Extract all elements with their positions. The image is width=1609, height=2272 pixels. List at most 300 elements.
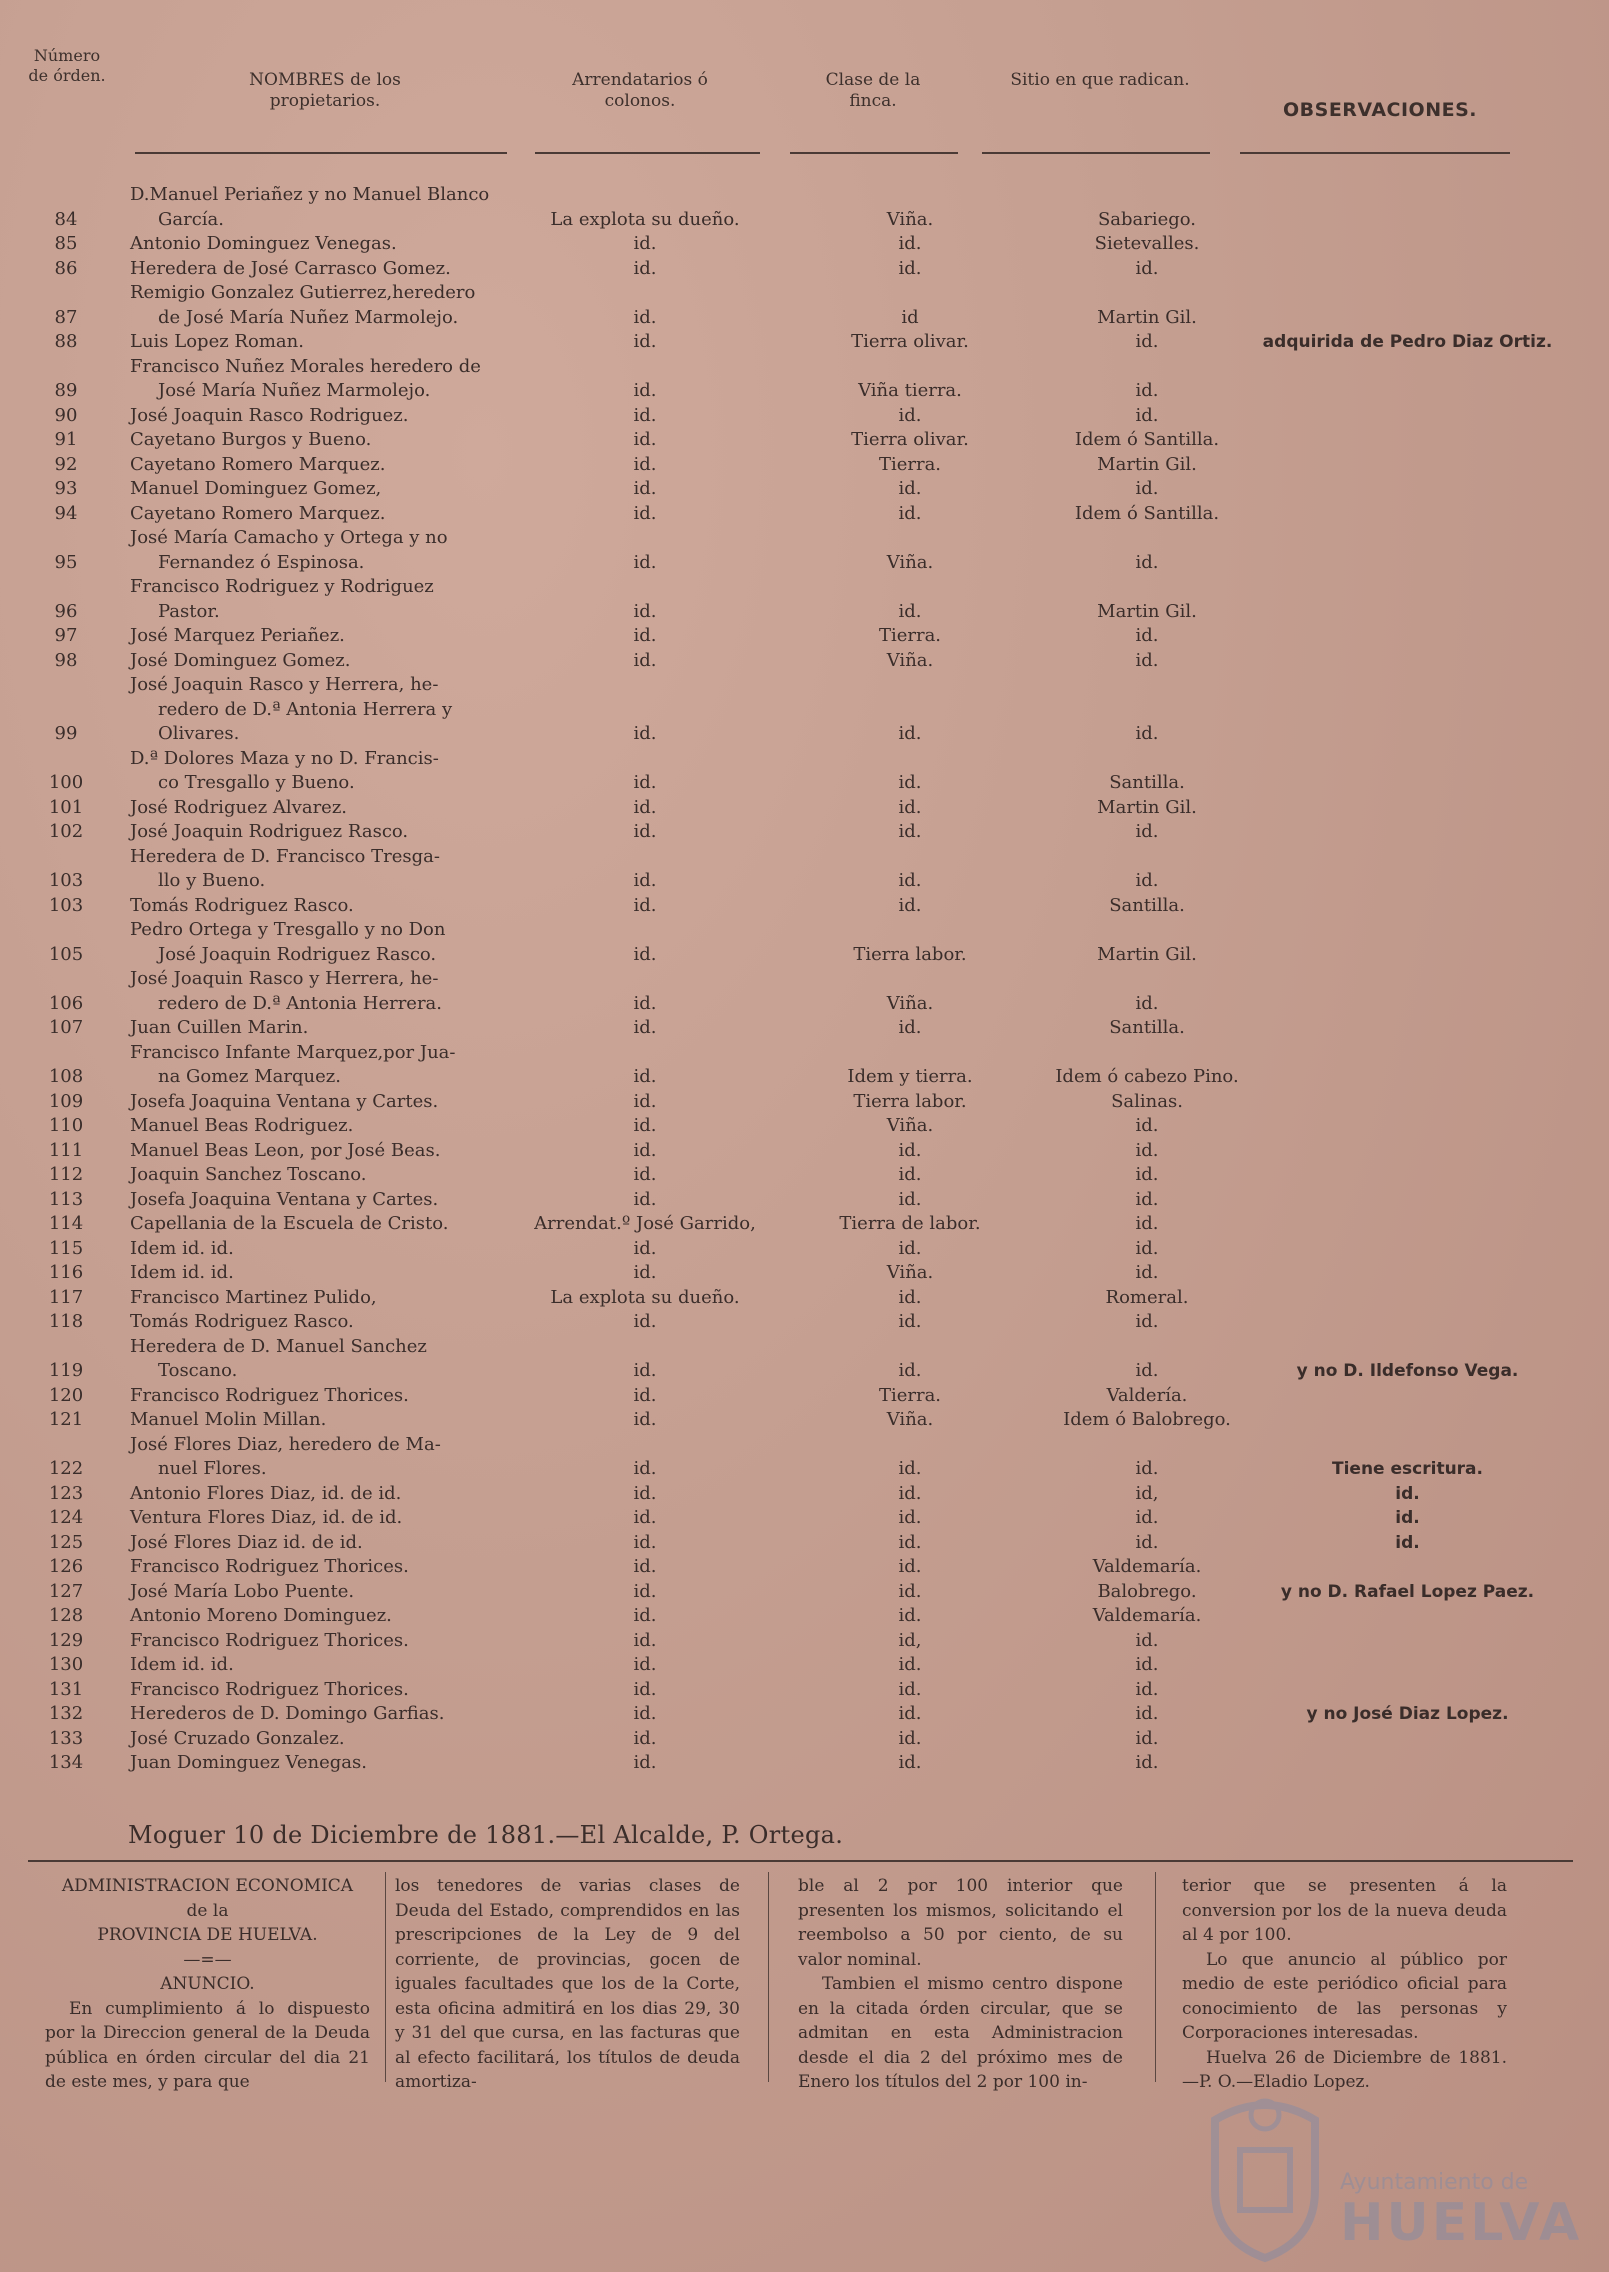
owner-name-line: José Joaquin Rodriguez Rasco. bbox=[130, 821, 409, 842]
property-class: id. bbox=[898, 772, 922, 793]
table-row bbox=[20, 1114, 1590, 1139]
table-row bbox=[20, 1506, 1590, 1531]
property-class: Viña. bbox=[886, 1115, 934, 1136]
tenant: id. bbox=[633, 1360, 657, 1381]
owner-name bbox=[130, 1653, 550, 1678]
tenant: id. bbox=[633, 870, 657, 891]
row-number: 109 bbox=[48, 1090, 84, 1112]
owner-name-line: Cayetano Romero Marquez. bbox=[130, 502, 386, 524]
owner-name-line: Joaquin Sanchez Toscano. bbox=[130, 1164, 367, 1185]
table-row bbox=[20, 575, 1590, 624]
tenant: id. bbox=[633, 723, 657, 744]
row-number: 91 bbox=[54, 429, 78, 450]
owner-name-line: Heredera de D. Francisco Tresga- bbox=[130, 845, 440, 867]
property-class: id. bbox=[898, 1580, 922, 1602]
property-site: id. bbox=[1135, 992, 1159, 1014]
owner-name bbox=[130, 404, 550, 429]
tenant: id. bbox=[633, 1237, 657, 1259]
owner-name-line: Ventura Flores Diaz, id. de id. bbox=[130, 1507, 403, 1528]
owner-name bbox=[130, 1506, 550, 1531]
notice-title-2: de la bbox=[186, 1900, 229, 1921]
owner-name-line: redero de D.ª Antonia Herrera. bbox=[158, 992, 443, 1014]
property-class: id. bbox=[898, 1531, 922, 1553]
table-row bbox=[20, 673, 1590, 747]
notice-text-3a: ble al 2 por 100 interior que presenten los mismos, solicitando el reembolso a 50 por ciento, de su valor nominal. bbox=[798, 1876, 1123, 1970]
owner-name-line: Manuel Molin Millan. bbox=[130, 1409, 327, 1430]
owner-name-line: José Flores Diaz, heredero de Ma- bbox=[130, 1433, 441, 1455]
table-row bbox=[20, 747, 1590, 796]
row-number: 103 bbox=[48, 870, 84, 891]
owner-name bbox=[130, 1702, 550, 1727]
owner-name bbox=[130, 502, 550, 527]
table-row bbox=[20, 1212, 1590, 1237]
owner-name-line: José Joaquin Rasco y Herrera, he- bbox=[130, 968, 439, 989]
property-site: id. bbox=[1135, 1115, 1159, 1136]
property-class: Viña. bbox=[886, 992, 934, 1014]
owner-name bbox=[130, 1384, 550, 1409]
table-row bbox=[20, 1139, 1590, 1164]
owner-name-line: Heredera de D. Manuel Sanchez bbox=[130, 1335, 427, 1357]
property-class: Idem y tierra. bbox=[847, 1066, 973, 1087]
owner-name bbox=[130, 1016, 550, 1041]
property-site: id. bbox=[1135, 551, 1159, 573]
tenant: id. bbox=[633, 1066, 657, 1087]
owner-name bbox=[130, 1114, 550, 1139]
tenant: id. bbox=[633, 453, 657, 475]
property-class: id. bbox=[898, 894, 922, 916]
row-number: 119 bbox=[48, 1360, 84, 1381]
header-arrendatarios-text: Arrendatarios ó colonos. bbox=[572, 70, 708, 111]
row-number: 87 bbox=[54, 306, 78, 328]
owner-name bbox=[130, 1261, 550, 1286]
notice-column-4 bbox=[1182, 1874, 1507, 2095]
property-site: id. bbox=[1135, 1507, 1159, 1528]
table-row bbox=[20, 1653, 1590, 1678]
table-row bbox=[20, 1335, 1590, 1384]
tenant: id. bbox=[633, 649, 657, 671]
tenant: id. bbox=[633, 1164, 657, 1185]
owner-name bbox=[130, 918, 550, 967]
owner-name-line: Francisco Nuñez Morales heredero de bbox=[130, 355, 481, 377]
header-observaciones-text: OBSERVACIONES. bbox=[1283, 99, 1477, 121]
observation: y no José Diaz Lopez. bbox=[1306, 1704, 1509, 1724]
notice-column-1 bbox=[45, 1874, 370, 2095]
owner-name bbox=[130, 1678, 550, 1703]
property-class: Tierra. bbox=[878, 625, 942, 646]
owner-name bbox=[130, 1482, 550, 1507]
owner-name bbox=[130, 1751, 550, 1776]
property-class: id. bbox=[898, 1678, 922, 1700]
owner-name-line: Cayetano Burgos y Bueno. bbox=[130, 429, 372, 450]
row-number: 117 bbox=[48, 1286, 84, 1308]
tenant: id. bbox=[633, 1409, 657, 1430]
header-rule-nombres bbox=[135, 152, 507, 154]
owner-name bbox=[130, 1433, 550, 1482]
property-site: id. bbox=[1135, 1360, 1159, 1381]
header-arrendatarios bbox=[560, 70, 720, 112]
owner-name bbox=[130, 1237, 550, 1262]
owner-name bbox=[130, 355, 550, 404]
property-class: Tierra. bbox=[878, 1384, 942, 1406]
property-site: id. bbox=[1135, 1311, 1159, 1332]
tenant: Arrendat.º José Garrido, bbox=[534, 1213, 756, 1234]
owner-name-line: Pastor. bbox=[158, 600, 220, 622]
owner-name bbox=[130, 673, 550, 747]
row-number: 122 bbox=[48, 1458, 84, 1479]
property-class: Viña tierra. bbox=[858, 380, 962, 401]
notice-title-1: ADMINISTRACION ECONOMICA bbox=[61, 1876, 354, 1896]
owner-name-line: José Marquez Periañez. bbox=[130, 625, 345, 646]
owner-name-line: García. bbox=[158, 208, 225, 230]
property-site: id. bbox=[1135, 1458, 1159, 1479]
row-number: 102 bbox=[48, 821, 84, 842]
property-site: Martin Gil. bbox=[1097, 306, 1197, 328]
owner-name bbox=[130, 1139, 550, 1164]
table-row bbox=[20, 1751, 1590, 1776]
table-row bbox=[20, 1580, 1590, 1605]
property-site: id. bbox=[1135, 723, 1159, 744]
tenant: La explota su dueño. bbox=[550, 1286, 740, 1308]
owner-name-line: nuel Flores. bbox=[158, 1458, 267, 1479]
property-table bbox=[20, 183, 1590, 1776]
property-site: id. bbox=[1135, 649, 1159, 671]
table-row bbox=[20, 1408, 1590, 1433]
row-number: 134 bbox=[48, 1752, 84, 1773]
property-site: id. bbox=[1135, 404, 1159, 426]
table-row bbox=[20, 649, 1590, 674]
tenant: id. bbox=[633, 257, 657, 279]
row-number: 123 bbox=[48, 1482, 84, 1504]
observation: y no D. Ildefonso Vega. bbox=[1296, 1361, 1519, 1381]
property-site: Martin Gil. bbox=[1097, 796, 1197, 818]
owner-name-line: na Gomez Marquez. bbox=[158, 1066, 341, 1087]
owner-name bbox=[130, 477, 550, 502]
property-class: id. bbox=[898, 1164, 922, 1185]
coat-of-arms-icon bbox=[1190, 2080, 1340, 2265]
tenant: id. bbox=[633, 502, 657, 524]
table-row bbox=[20, 257, 1590, 282]
tenant: id. bbox=[633, 233, 657, 254]
owner-name-line: D.Manuel Periañez y no Manuel Blanco bbox=[130, 184, 490, 205]
tenant: id. bbox=[633, 943, 657, 965]
notice-column-rule-1 bbox=[385, 1872, 386, 2082]
table-row bbox=[20, 796, 1590, 821]
row-number: 86 bbox=[54, 257, 78, 279]
owner-name-line: José Joaquin Rodriguez Rasco. bbox=[158, 943, 437, 965]
tenant: id. bbox=[633, 1384, 657, 1406]
tenant: id. bbox=[633, 1703, 657, 1724]
owner-name-line: Juan Dominguez Venegas. bbox=[130, 1752, 367, 1773]
notice-text-3b: Tambien el mismo centro dispone en la citada órden circular, que se admitan en esta Administracion desde el dia 2 del próximo mes de Enero los títulos del 2 por 100 in- bbox=[798, 1974, 1123, 2092]
property-site: Valdería. bbox=[1106, 1384, 1188, 1406]
property-site: Martin Gil. bbox=[1097, 453, 1197, 475]
row-number: 127 bbox=[48, 1580, 84, 1602]
property-site: id. bbox=[1135, 870, 1159, 891]
property-class: id. bbox=[898, 1482, 922, 1504]
notice-column-3 bbox=[798, 1874, 1123, 2095]
header-nombres bbox=[215, 70, 435, 112]
table-row bbox=[20, 1727, 1590, 1752]
table-row bbox=[20, 330, 1590, 355]
owner-name bbox=[130, 1727, 550, 1752]
owner-name bbox=[130, 1188, 550, 1213]
property-class: id. bbox=[898, 1458, 922, 1479]
notice-heading: ANUNCIO. bbox=[160, 1974, 255, 1994]
row-number: 93 bbox=[54, 478, 78, 499]
owner-name-line: Capellania de la Escuela de Cristo. bbox=[130, 1213, 449, 1234]
property-site: Idem ó Santilla. bbox=[1074, 429, 1220, 450]
header-rule-sitio bbox=[982, 152, 1210, 154]
owner-name bbox=[130, 1408, 550, 1433]
tenant: id. bbox=[633, 404, 657, 426]
table-row bbox=[20, 1531, 1590, 1556]
tenant: id. bbox=[633, 1507, 657, 1528]
row-number: 84 bbox=[54, 208, 78, 230]
owner-name-line: Josefa Joaquina Ventana y Cartes. bbox=[130, 1090, 439, 1112]
property-site: id. bbox=[1135, 1703, 1159, 1724]
property-site: Romeral. bbox=[1105, 1286, 1189, 1308]
row-number: 125 bbox=[48, 1531, 84, 1553]
property-site: Santilla. bbox=[1109, 1017, 1185, 1038]
row-number: 131 bbox=[48, 1678, 84, 1700]
header-observaciones bbox=[1260, 100, 1500, 121]
property-site: id. bbox=[1135, 1139, 1159, 1161]
property-class: id. bbox=[898, 1507, 922, 1528]
tenant: id. bbox=[633, 1090, 657, 1112]
owner-name-line: Antonio Dominguez Venegas. bbox=[130, 233, 397, 254]
property-site: Santilla. bbox=[1109, 894, 1185, 916]
owner-name-line: D.ª Dolores Maza y no D. Francis- bbox=[130, 747, 439, 769]
owner-name bbox=[130, 183, 550, 232]
property-site: Idem ó Balobrego. bbox=[1063, 1409, 1231, 1430]
owner-name bbox=[130, 967, 550, 1016]
property-class: Tierra labor. bbox=[853, 1090, 967, 1112]
table-row bbox=[20, 502, 1590, 527]
tenant: id. bbox=[633, 551, 657, 573]
tenant: id. bbox=[633, 1727, 657, 1749]
table-row bbox=[20, 967, 1590, 1016]
owner-name-line: José Rodriguez Alvarez. bbox=[130, 796, 348, 818]
tenant: id. bbox=[633, 1580, 657, 1602]
owner-name-line: Olivares. bbox=[158, 723, 240, 744]
property-class: id. bbox=[898, 1237, 922, 1259]
tenant: id. bbox=[633, 1311, 657, 1332]
row-number: 115 bbox=[48, 1237, 84, 1259]
row-number: 126 bbox=[48, 1556, 84, 1577]
owner-name bbox=[130, 330, 550, 355]
property-class: Viña. bbox=[886, 1409, 934, 1430]
observation: id. bbox=[1395, 1532, 1420, 1553]
notice-text-4a: terior que se presenten á la conversion por los de la nueva deuda al 4 por 100. bbox=[1182, 1876, 1507, 1945]
owner-name-line: Juan Cuillen Marin. bbox=[130, 1017, 309, 1038]
table-row bbox=[20, 477, 1590, 502]
property-site: id. bbox=[1135, 380, 1159, 401]
owner-name-line: Francisco Infante Marquez,por Jua- bbox=[130, 1041, 456, 1063]
owner-name-line: Francisco Martinez Pulido, bbox=[130, 1286, 377, 1308]
property-site: id. bbox=[1135, 257, 1159, 279]
owner-name bbox=[130, 796, 550, 821]
table-row bbox=[20, 526, 1590, 575]
header-rule-clase bbox=[790, 152, 958, 154]
table-row bbox=[20, 404, 1590, 429]
owner-name-line: José María Lobo Puente. bbox=[130, 1580, 355, 1602]
tenant: id. bbox=[633, 1629, 657, 1651]
property-class: id. bbox=[898, 796, 922, 818]
property-site: Salinas. bbox=[1111, 1090, 1183, 1112]
tenant: id. bbox=[633, 306, 657, 328]
row-number: 101 bbox=[48, 796, 84, 818]
huelva-watermark-stamp bbox=[1190, 2080, 1590, 2265]
table-row bbox=[20, 1604, 1590, 1629]
notice-column-rule-2 bbox=[768, 1872, 769, 2082]
observation: id. bbox=[1395, 1483, 1420, 1504]
table-row bbox=[20, 845, 1590, 894]
property-class: id. bbox=[898, 478, 922, 499]
property-class: Tierra olivar. bbox=[851, 331, 969, 352]
table-row bbox=[20, 1555, 1590, 1580]
table-row bbox=[20, 1041, 1590, 1090]
header-clase-text: Clase de la finca. bbox=[825, 70, 921, 111]
row-number: 105 bbox=[48, 943, 84, 965]
owner-name bbox=[130, 232, 550, 257]
table-row bbox=[20, 1678, 1590, 1703]
property-site: Martin Gil. bbox=[1097, 600, 1197, 622]
notice-text-4b: Lo que anuncio al público por medio de este periódico oficial para conocimiento de las personas y Corporaciones interesadas. bbox=[1182, 1949, 1507, 2043]
property-site: id. bbox=[1135, 1237, 1159, 1259]
owner-name bbox=[130, 1555, 550, 1580]
row-number: 103 bbox=[48, 894, 84, 916]
property-class: id. bbox=[898, 723, 922, 744]
tenant: id. bbox=[633, 600, 657, 622]
row-number: 90 bbox=[54, 404, 78, 426]
row-number: 94 bbox=[54, 502, 78, 524]
owner-name-line: Manuel Beas Rodriguez. bbox=[130, 1115, 354, 1136]
row-number: 116 bbox=[48, 1262, 84, 1283]
property-site: id. bbox=[1135, 1727, 1159, 1749]
tenant: id. bbox=[633, 796, 657, 818]
owner-name-line: Fernandez ó Espinosa. bbox=[158, 551, 365, 573]
table-row bbox=[20, 1261, 1590, 1286]
owner-name-line: de José María Nuñez Marmolejo. bbox=[158, 306, 459, 328]
observation: y no D. Rafael Lopez Paez. bbox=[1280, 1581, 1535, 1602]
owner-name-line: Francisco Rodriguez Thorices. bbox=[130, 1629, 409, 1651]
owner-name-line: Toscano. bbox=[158, 1360, 238, 1381]
property-site: id. bbox=[1135, 821, 1159, 842]
table-row bbox=[20, 1286, 1590, 1311]
tenant: id. bbox=[633, 1262, 657, 1283]
owner-name-line: Francisco Rodriguez Thorices. bbox=[130, 1556, 409, 1577]
tenant: id. bbox=[633, 1139, 657, 1161]
tenant: id. bbox=[633, 1017, 657, 1038]
owner-name bbox=[130, 575, 550, 624]
property-site: Sabariego. bbox=[1097, 208, 1197, 230]
owner-name-line: Manuel Beas Leon, por José Beas. bbox=[130, 1139, 441, 1161]
property-site: id. bbox=[1135, 1213, 1159, 1234]
notice-column-2 bbox=[395, 1874, 740, 2095]
property-site: Balobrego. bbox=[1097, 1580, 1197, 1602]
header-rule-observaciones bbox=[1240, 152, 1510, 154]
property-class: id. bbox=[898, 233, 922, 254]
owner-name bbox=[130, 1286, 550, 1311]
row-number: 129 bbox=[48, 1629, 84, 1651]
property-class: Viña. bbox=[886, 1262, 934, 1283]
owner-name bbox=[130, 453, 550, 478]
tenant: id. bbox=[633, 1458, 657, 1479]
row-number: 124 bbox=[48, 1507, 84, 1528]
header-sitio-text: Sitio en que radican. bbox=[1010, 70, 1190, 90]
watermark-text bbox=[1340, 2170, 1582, 2251]
owner-name bbox=[130, 1604, 550, 1629]
table-row bbox=[20, 183, 1590, 232]
owner-name bbox=[130, 281, 550, 330]
tenant: id. bbox=[633, 1752, 657, 1773]
row-number: 118 bbox=[48, 1311, 84, 1332]
owner-name bbox=[130, 845, 550, 894]
property-site: id. bbox=[1135, 1678, 1159, 1700]
row-number: 133 bbox=[48, 1727, 84, 1749]
owner-name bbox=[130, 624, 550, 649]
property-class: id. bbox=[898, 1360, 922, 1381]
row-number: 106 bbox=[48, 992, 84, 1014]
table-row bbox=[20, 1188, 1590, 1213]
owner-name-line: Tomás Rodriguez Rasco. bbox=[130, 1311, 354, 1332]
notice-text-4c: Huelva 26 de Diciembre de 1881.—P. O.—Eladio Lopez. bbox=[1182, 2047, 1507, 2092]
property-class: id. bbox=[898, 1311, 922, 1332]
owner-name-line: Francisco Rodriguez y Rodriguez bbox=[130, 576, 434, 597]
notice-text-1: En cumplimiento á lo dispuesto por la Direccion general de la Deuda pública en órden circular del dia 21 de este mes, y para que bbox=[45, 1998, 370, 2092]
owner-name-line: José Dominguez Gomez. bbox=[130, 649, 351, 671]
property-class: id. bbox=[898, 1188, 922, 1210]
row-number: 92 bbox=[54, 453, 78, 475]
header-numero-text: Número de órden. bbox=[28, 46, 106, 85]
owner-name bbox=[130, 526, 550, 575]
row-number: 130 bbox=[48, 1654, 84, 1675]
tenant: id. bbox=[633, 625, 657, 646]
tenant: id. bbox=[633, 992, 657, 1014]
owner-name-line: Tomás Rodriguez Rasco. bbox=[130, 894, 354, 916]
property-class: Tierra labor. bbox=[853, 943, 967, 965]
tenant: id. bbox=[633, 331, 657, 352]
notice-title-3: PROVINCIA DE HUELVA. bbox=[97, 1925, 318, 1945]
owner-name-line: Josefa Joaquina Ventana y Cartes. bbox=[130, 1188, 439, 1210]
owner-name-line: José María Camacho y Ortega y no bbox=[130, 527, 448, 548]
tenant: id. bbox=[633, 1531, 657, 1553]
table-row bbox=[20, 453, 1590, 478]
owner-name bbox=[130, 1041, 550, 1090]
signature-line: Moguer 10 de Diciembre de 1881.—El Alcalde, P. Ortega. bbox=[128, 1821, 844, 1849]
owner-name-line: Remigio Gonzalez Gutierrez,heredero bbox=[130, 282, 476, 303]
owner-name-line: Antonio Flores Diaz, id. de id. bbox=[130, 1482, 402, 1504]
table-row bbox=[20, 1482, 1590, 1507]
owner-name-line: redero de D.ª Antonia Herrera y bbox=[158, 698, 453, 720]
tenant: id. bbox=[633, 1188, 657, 1210]
table-row bbox=[20, 1016, 1590, 1041]
owner-name-line: llo y Bueno. bbox=[158, 870, 266, 891]
owner-name-line: José Cruzado Gonzalez. bbox=[130, 1727, 345, 1749]
row-number: 120 bbox=[48, 1384, 84, 1406]
owner-name bbox=[130, 1163, 550, 1188]
property-class: Tierra. bbox=[878, 453, 942, 475]
property-site: id, bbox=[1135, 1482, 1159, 1504]
table-row bbox=[20, 894, 1590, 919]
property-class: id bbox=[901, 306, 919, 328]
property-class: Viña. bbox=[886, 649, 934, 671]
property-class: id. bbox=[898, 1286, 922, 1308]
row-number: 97 bbox=[54, 625, 78, 646]
owner-name-line: co Tresgallo y Bueno. bbox=[158, 772, 355, 793]
property-site: id. bbox=[1135, 1531, 1159, 1553]
table-row bbox=[20, 281, 1590, 330]
